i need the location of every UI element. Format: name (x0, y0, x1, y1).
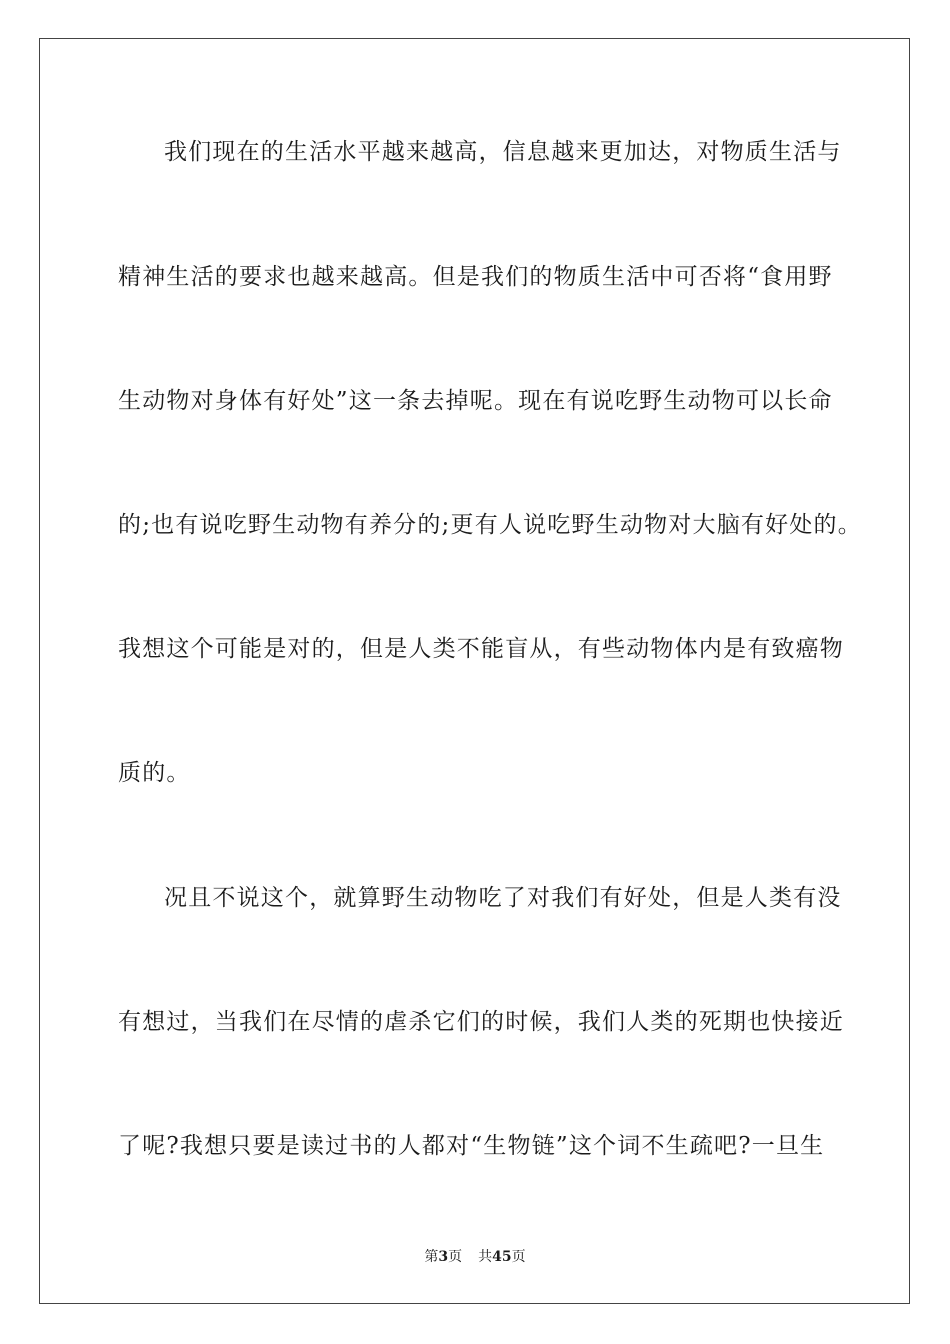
paragraph-1-line-6: 质的。 (118, 760, 191, 786)
paragraph-2-line-3: 了呢?我想只要是读过书的人都对“生物链”这个词不生疏吧?一旦生 (118, 1133, 825, 1159)
total-suffix: 页 (511, 1249, 526, 1265)
page-border (39, 38, 910, 1304)
paragraph-1-line-3: 生动物对身体有好处”这一条去掉呢。现在有说吃野生动物可以长命 (118, 388, 833, 414)
paragraph-1-line-2: 精神生活的要求也越来越高。但是我们的物质生活中可否将“食用野 (118, 264, 833, 290)
page-suffix: 页 (448, 1249, 463, 1265)
paragraph-1-line-1: 我们现在的生活水平越来越高，信息越来更加达，对物质生活与 (164, 139, 842, 165)
page-prefix: 第 (424, 1249, 439, 1265)
page-footer (0, 1248, 950, 1266)
total-pages: 45 (492, 1249, 512, 1265)
paragraph-2-line-2: 有想过，当我们在尽情的虐杀它们的时候，我们人类的死期也快接近 (118, 1009, 844, 1035)
paragraph-2-line-1: 况且不说这个，就算野生动物吃了对我们有好处，但是人类有没 (164, 885, 842, 911)
page-number: 3 (438, 1249, 449, 1265)
paragraph-1-line-5: 我想这个可能是对的，但是人类不能盲从，有些动物体内是有致癌物 (118, 636, 844, 662)
total-prefix: 共 (478, 1249, 493, 1265)
paragraph-1-line-4: 的;也有说吃野生动物有养分的;更有人说吃野生动物对大脑有好处的。 (118, 512, 862, 538)
